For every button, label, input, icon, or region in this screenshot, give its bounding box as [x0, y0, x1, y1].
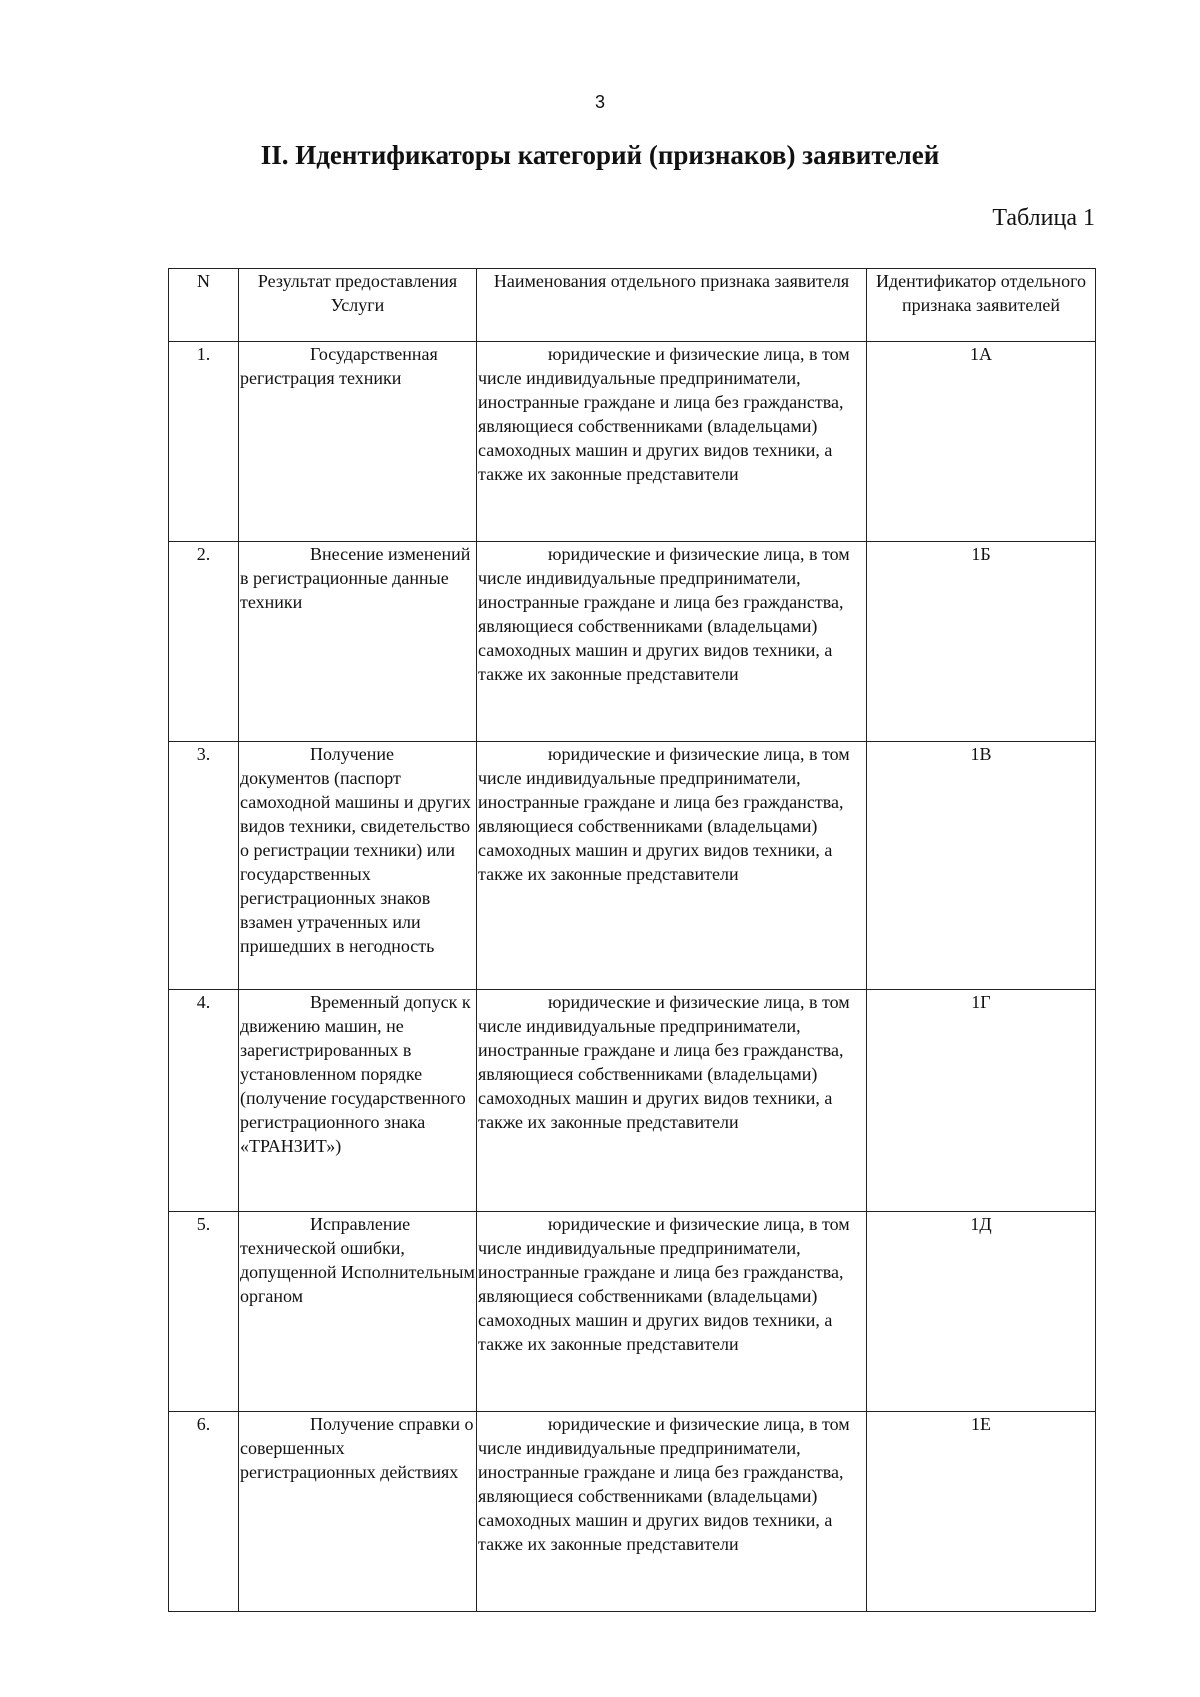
table-row — [169, 990, 1096, 1212]
row-id: 1А — [867, 342, 1096, 542]
row-result-text: Государственная регистрация техники — [240, 344, 438, 388]
table-caption: Таблица 1 — [992, 205, 1095, 231]
table-row — [169, 1412, 1096, 1612]
page-number: 3 — [594, 92, 605, 112]
row-result — [239, 342, 477, 542]
row-name — [477, 1212, 867, 1412]
row-num: 1. — [169, 342, 239, 542]
table-row — [169, 742, 1096, 990]
row-num: 5. — [169, 1212, 239, 1412]
row-id: 1Д — [867, 1212, 1096, 1412]
row-name — [477, 342, 867, 542]
row-num: 2. — [169, 542, 239, 742]
row-num: 6. — [169, 1412, 239, 1612]
header-result: Результат предоставления Услуги — [239, 269, 477, 342]
row-name-text: юридические и физические лица, в том числе индивидуальные предприниматели, иностранные граждане и лица без гражданства, являющиеся собственниками (владельцами) самоходных машин и других видов техники, а также их законные представители — [478, 544, 850, 684]
row-result-text: Получение документов (паспорт самоходной машины и других видов техники, свидетельство о регистрации техники) или государственных регистрационных знаков взамен утраченных или пришедших в негодность — [240, 744, 471, 956]
row-result-text: Получение справки о совершенных регистрационных действиях — [240, 1414, 474, 1482]
row-name-text: юридические и физические лица, в том числе индивидуальные предприниматели, иностранные граждане и лица без гражданства, являющиеся собственниками (владельцами) самоходных машин и других видов техники, а также их законные представители — [478, 344, 850, 484]
row-name — [477, 542, 867, 742]
row-result-text: Временный допуск к движению машин, не зарегистрированных в установленном порядке (получение государственного регистрационного знака «ТРАНЗИТ») — [240, 992, 471, 1156]
row-result-text: Внесение изменений в регистрационные данные техники — [240, 544, 471, 612]
section-heading: II. Идентификаторы категорий (признаков) заявителей — [260, 140, 940, 170]
row-num: 3. — [169, 742, 239, 990]
header-id: Идентификатор отдельного признака заявителей — [867, 269, 1096, 342]
row-id: 1Б — [867, 542, 1096, 742]
row-id: 1Г — [867, 990, 1096, 1212]
row-num: 4. — [169, 990, 239, 1212]
row-name-text: юридические и физические лица, в том числе индивидуальные предприниматели, иностранные граждане и лица без гражданства, являющиеся собственниками (владельцами) самоходных машин и других видов техники, а также их законные представители — [478, 1414, 850, 1554]
header-name: Наименования отдельного признака заявителя — [477, 269, 867, 342]
row-name — [477, 1412, 867, 1612]
row-result — [239, 1212, 477, 1412]
row-result — [239, 1412, 477, 1612]
row-name-text: юридические и физические лица, в том числе индивидуальные предприниматели, иностранные граждане и лица без гражданства, являющиеся собственниками (владельцами) самоходных машин и других видов техники, а также их законные представители — [478, 744, 850, 884]
header-num: N — [169, 269, 239, 342]
table-row — [169, 342, 1096, 542]
row-name-text: юридические и физические лица, в том числе индивидуальные предприниматели, иностранные граждане и лица без гражданства, являющиеся собственниками (владельцами) самоходных машин и других видов техники, а также их законные представители — [478, 1214, 850, 1354]
row-result-text: Исправление технической ошибки, допущенной Исполнительным органом — [240, 1214, 475, 1306]
row-name-text: юридические и физические лица, в том числе индивидуальные предприниматели, иностранные граждане и лица без гражданства, являющиеся собственниками (владельцами) самоходных машин и других видов техники, а также их законные представители — [478, 992, 850, 1132]
row-id: 1В — [867, 742, 1096, 990]
identifiers-table — [168, 268, 1096, 1612]
row-result — [239, 542, 477, 742]
table-row — [169, 542, 1096, 742]
table-row — [169, 1212, 1096, 1412]
row-name — [477, 742, 867, 990]
row-name — [477, 990, 867, 1212]
table-header-row — [169, 269, 1096, 342]
row-result — [239, 742, 477, 990]
row-result — [239, 990, 477, 1212]
row-id: 1Е — [867, 1412, 1096, 1612]
